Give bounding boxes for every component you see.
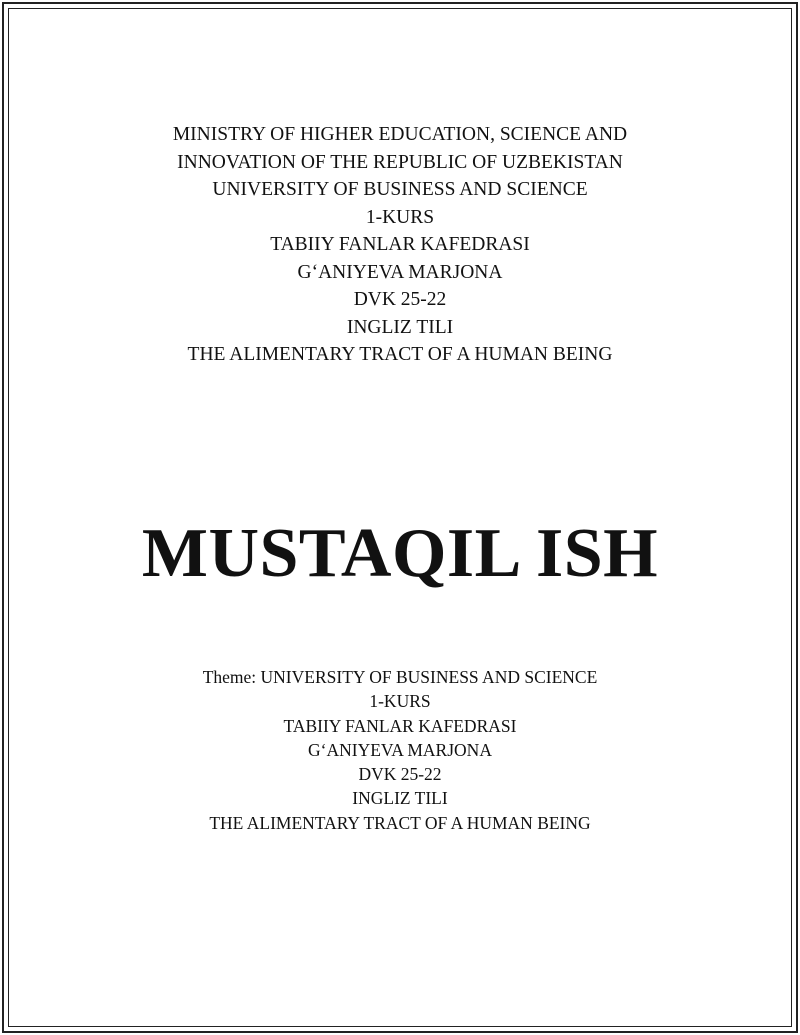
header-line-republic: INNOVATION OF THE REPUBLIC OF UZBEKISTAN (177, 151, 623, 173)
header-line-department: TABIIY FANLAR KAFEDRASI (270, 234, 530, 255)
theme-line-course: 1-KURS (369, 691, 431, 712)
theme-block (0, 665, 800, 835)
header-line-student: G‘ANIYEVA MARJONA (297, 261, 503, 283)
page-title: MUSTAQIL ISH (141, 515, 659, 592)
theme-line-department: TABIIY FANLAR KAFEDRASI (283, 715, 517, 736)
header-line-group: DVK 25-22 (353, 289, 447, 310)
theme-line-group: DVK 25-22 (358, 764, 442, 785)
theme-line-university: Theme: UNIVERSITY OF BUSINESS AND SCIENCE (202, 667, 598, 687)
theme-line-topic: THE ALIMENTARY TRACT OF A HUMAN BEING (209, 812, 591, 833)
header-line-university: UNIVERSITY OF BUSINESS AND SCIENCE (212, 179, 588, 200)
theme-line-student: G‘ANIYEVA MARJONA (308, 739, 492, 760)
header-line-ministry: MINISTRY OF HIGHER EDUCATION, SCIENCE AND (172, 124, 628, 145)
header-block (0, 121, 800, 369)
header-line-subject: INGLIZ TILI (346, 316, 454, 338)
header-line-course: 1-KURS (365, 206, 435, 228)
header-line-topic: THE ALIMENTARY TRACT OF A HUMAN BEING (187, 344, 613, 365)
theme-line-subject: INGLIZ TILI (352, 788, 448, 809)
